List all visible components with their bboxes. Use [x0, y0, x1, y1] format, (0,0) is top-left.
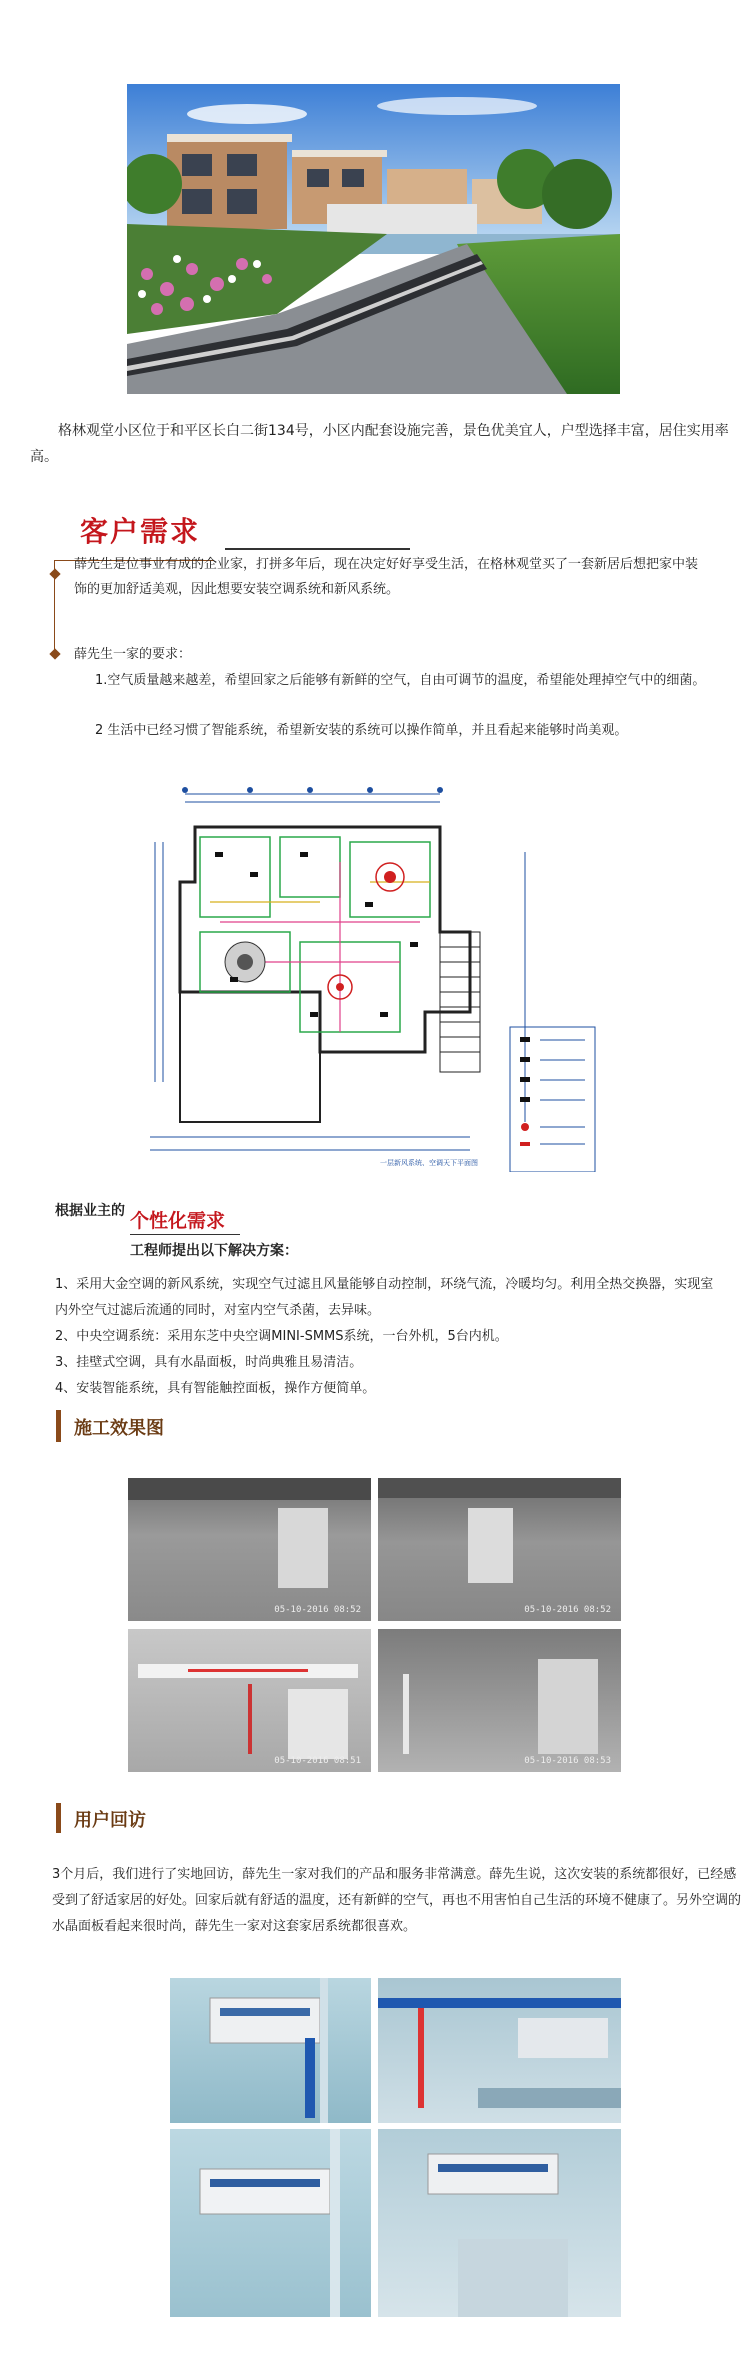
villa-illustration — [127, 84, 620, 394]
hero-villa-photo — [127, 84, 620, 394]
photo-timestamp: 05-10-2016 08:53 — [524, 1756, 611, 1766]
construction-photo-1 — [128, 1478, 371, 1621]
construction-title: 施工效果图 — [74, 1418, 164, 1439]
bullet-diamond-1 — [49, 568, 60, 579]
solution-highlight-underline — [130, 1234, 240, 1235]
floor-plan-svg — [140, 782, 610, 1172]
solution-highlight: 个性化需求 — [130, 1210, 226, 1232]
needs-paragraph-2: 薛先生一家的要求： — [74, 647, 192, 662]
visit-title-bar — [56, 1803, 61, 1833]
bullet-diamond-2 — [49, 648, 60, 659]
visit-photo-1 — [170, 1978, 371, 2123]
solution-item-2: 2、中央空调系统：采用东芝中央空调MINI-SMMS系统，一台外机，5台内机。 — [55, 1329, 508, 1344]
floor-plan-caption: 一层新风系统、空调天下平面图 — [380, 1159, 478, 1167]
solution-intro-suffix: 工程师提出以下解决方案： — [130, 1243, 298, 1259]
solution-intro-prefix: 根据业主的 — [55, 1203, 125, 1219]
construction-photo-3 — [128, 1629, 371, 1772]
intro-paragraph: 格林观堂小区位于和平区长白二街134号，小区内配套设施完善，景色优美宜人，户型选择丰富，居住实用率高。 — [30, 423, 729, 465]
visit-photo-3 — [170, 2129, 371, 2317]
construction-title-bar — [56, 1410, 61, 1442]
solution-item-1: 1、采用大金空调的新风系统，实现空气过滤且风量能够自动控制，环绕气流，冷暖均匀。利用全热交换器，实现室内外空气过滤后流通的同时，对室内空气杀菌，去异味。 — [55, 1277, 714, 1318]
customer-needs-title: 客户需求 — [80, 515, 201, 548]
needs-paragraph-1: 薛先生是位事业有成的企业家，打拼多年后，现在决定好好享受生活，在格林观堂买了一套新居后想把家中装饰的更加舒适美观，因此想要安装空调系统和新风系统。 — [74, 557, 699, 597]
construction-photo-4 — [378, 1629, 621, 1772]
solution-item-3: 3、挂壁式空调，具有水晶面板，时尚典雅且易清洁。 — [55, 1355, 363, 1370]
photo-timestamp: 05-10-2016 08:51 — [274, 1756, 361, 1766]
construction-photo-2 — [378, 1478, 621, 1621]
heading-underline — [225, 548, 410, 550]
requirement-1: 1.空气质量越来越差，希望回家之后能够有新鲜的空气，自由可调节的温度，希望能处理掉空气中的细菌。 — [95, 673, 706, 688]
visit-photo-4 — [378, 2129, 621, 2317]
visit-title: 用户回访 — [74, 1810, 146, 1831]
floor-plan-drawing — [140, 782, 610, 1172]
photo-timestamp: 05-10-2016 08:52 — [524, 1605, 611, 1615]
visit-paragraph: 3个月后，我们进行了实地回访，薛先生一家对我们的产品和服务非常满意。薛先生说，这次安装的系统都很好，已经感受到了舒适家居的好处。回家后就有舒适的温度，还有新鲜的空气，再也不用害怕自己生活的环境不健康了。另外空调的水晶面板看起来很时尚，薛先生一家对这套家居系统都很喜欢。 — [52, 1867, 742, 1934]
requirement-2: 2 生活中已经习惯了智能系统，希望新安装的系统可以操作简单，并且看起来能够时尚美观。 — [95, 723, 628, 738]
visit-photo-2 — [378, 1978, 621, 2123]
photo-timestamp: 05-10-2016 08:52 — [274, 1605, 361, 1615]
solution-item-4: 4、安装智能系统，具有智能触控面板，操作方便简单。 — [55, 1381, 376, 1396]
